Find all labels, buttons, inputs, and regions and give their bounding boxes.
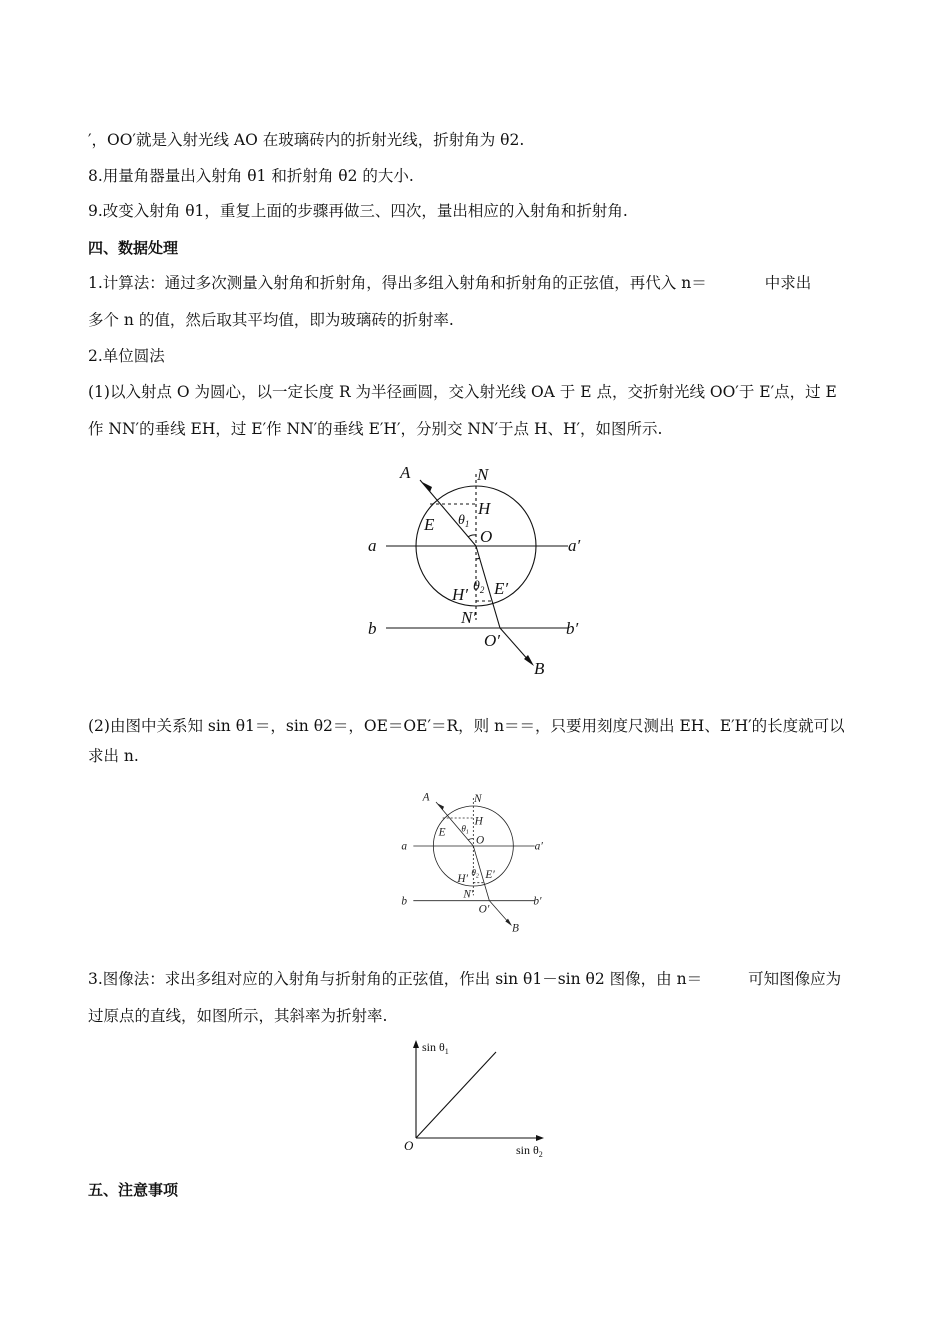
svg-text:O: O (476, 834, 485, 847)
label-N-prime: N′ (461, 608, 477, 627)
unit-circle-figure-large (360, 460, 600, 680)
svg-text:θ2: $\theta_2$ (471, 868, 479, 880)
label-E: E (424, 515, 435, 534)
label-a: a (368, 536, 377, 555)
method-1-text-b: 中求出 (764, 274, 812, 292)
emergent-ray (500, 628, 530, 662)
svg-text:E′: E′ (485, 869, 495, 881)
svg-text:B: B (512, 922, 519, 935)
angle-arc-1 (468, 535, 476, 537)
method-3-line-1 (88, 969, 841, 989)
label-b-prime: b′ (566, 619, 579, 638)
label-a-prime: a′ (568, 536, 581, 555)
x-axis-label: $\sin \theta_2$ (516, 1143, 543, 1159)
unit-circle-figure-small (396, 784, 556, 940)
step-9: 9.改变入射角 θ1，重复上面的步骤再做三、四次，量出相应的入射角和折射角. (88, 202, 628, 220)
label-theta2: $\theta_2$ (473, 579, 485, 595)
text-line-1: ′，OO′就是入射光线 AO 在玻璃砖内的折射光线，折射角为 θ2. (88, 131, 525, 149)
label-N: N (477, 465, 489, 484)
method-1-text-a: 1.计算法：通过多次测量入射角和折射角，得出多组入射角和折射角的正弦值，再代入 n＝ (88, 274, 707, 292)
svg-text:N′: N′ (463, 888, 474, 901)
y-axis-label: $\sin \theta_1$ (422, 1040, 449, 1056)
origin-label: O (404, 1138, 414, 1153)
svg-text:b′: b′ (533, 895, 542, 908)
label-H-prime: H′ (452, 585, 468, 604)
svg-text:N: N (474, 793, 482, 805)
x-axis-arrow (536, 1135, 544, 1141)
method-1-line-1 (88, 273, 811, 293)
svg-text:A: A (422, 791, 430, 804)
method-2-step-1-line-1: (1)以入射点 O 为圆心，以一定长度 R 为半径画圆，交入射光线 OA 于 E 点，交折射光线 OO′于 E′点，过 E (88, 383, 837, 401)
label-theta1: $\theta_1$ (458, 513, 470, 529)
data-line (416, 1052, 496, 1138)
label-B: B (534, 659, 545, 678)
svg-text:θ1: $\theta_1$ (461, 824, 469, 836)
method-3-text-b: 可知图像应为 (748, 970, 842, 988)
method-2-step-2-line-1: (2)由图中关系知 sin θ1＝，sin θ2＝，OE＝OE′＝R，则 n＝＝，只要用刻度尺测出 EH、E′H′的长度就可以 (88, 717, 845, 735)
method-2-title: 2.单位圆法 (88, 347, 165, 365)
label-O: O (480, 527, 493, 546)
section-heading-data-processing: 四、数据处理 (88, 239, 179, 257)
label-b: b (368, 619, 377, 638)
svg-text:b: b (401, 895, 408, 908)
y-axis-arrow (413, 1040, 419, 1048)
svg-text:a: a (401, 840, 408, 853)
method-3-text-a: 3.图像法：求出多组对应的入射角与折射角的正弦值，作出 sin θ1－sin θ2 图像，由 n＝ (88, 970, 703, 988)
svg-text:H′: H′ (457, 873, 469, 885)
method-2-step-1-line-2: 作 NN′的垂线 EH，过 E′作 NN′的垂线 E′H′，分别交 NN′于点 H、H′，如图所示. (88, 420, 663, 438)
step-8: 8.用量角器量出入射角 θ1 和折射角 θ2 的大小. (88, 167, 414, 185)
method-1-line-2: 多个 n 的值，然后取其平均值，即为玻璃砖的折射率. (88, 311, 454, 329)
svg-text:H: H (474, 815, 483, 828)
label-A: A (400, 463, 411, 482)
svg-text:E: E (438, 826, 446, 839)
label-O-prime: O′ (484, 631, 500, 650)
section-heading-precautions: 五、注意事项 (88, 1181, 179, 1199)
arrow-incident (422, 482, 432, 492)
svg-text:O′: O′ (478, 903, 490, 916)
method-2-step-2-line-2: 求出 n. (88, 747, 139, 765)
method-3-line-2: 过原点的直线，如图所示，其斜率为折射率. (88, 1007, 388, 1025)
label-E-prime: E′ (494, 579, 509, 598)
sine-graph-figure (400, 1036, 560, 1160)
svg-text:a′: a′ (534, 840, 543, 853)
label-H: H (478, 499, 491, 518)
